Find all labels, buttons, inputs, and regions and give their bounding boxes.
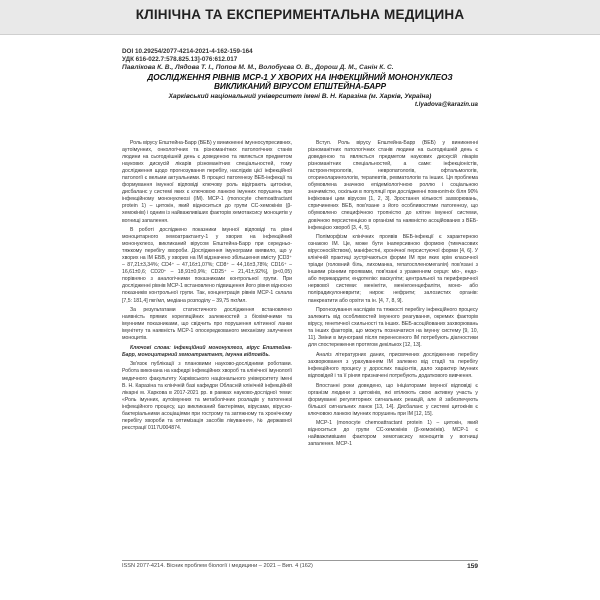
intro-paragraph: Прогнозування наслідків та тяжкості перебігу інфекційного процесу залежить від особливостей імунного реагування, окремих факторів вірусу, генетичної схильності та інших. ВЕБ-асоційованих захворювань та інших факторів, що можуть позначатися на імунну систему [9, 10, 11]. Зміни в імунограмі після перенесеного ІМ потребують діагностики для спостереження протягом декількох [12, 13]. (308, 307, 478, 349)
paper-title: ДОСЛІДЖЕННЯ РІВНІВ MCP-1 У ХВОРИХ НА ІНФЕКЦІЙНИЙ МОНОНУКЛЕОЗ ВИКЛИКАНИЙ ВІРУСОМ ЕПШТЕЙНА-БАРР (147, 72, 453, 92)
abstract-paragraph: В роботі досліджено показники імунної відповіді та рівні моноцитарного хемоатрактанту-1 у хворих на інфекційний мононуклеоз, викликаний вірусом Епштейна-Барр при середньо-тяжкому перебігу хвороби. Дослідження імунограми виявило, що у хворих на ІМ ЕБВ, у хворих на ІМ відзначено збільшення вмісту [CD3⁺ – 87,21±3,34%; CD4⁺ – 47,16±1,07%; CD8⁺ – 44,16±3,78%; CD16⁺ – 16,61±0,6; CD20⁺ – 18,91±0,9%; CD25⁺ – 21,41±,92%], (p<0,05) порівняно з аналогічними показниками контрольної групи. При дослідженні рівнів MCP-1 встановлено підвищення його рівня відносно показників контрольної групи. Так, концентрація рівнів MCP-1 склала [7,5: 181,4] пкг/мл, медіана розподілу – 39,75 пкг/мл. (122, 227, 292, 304)
intro-paragraph: Вступ. Роль вірусу Епштейна-Барр (ВЕБ) у виникненні різноманітних патологічних станів людини на сьогоднішній день є доведеною та являється предметом наукових дискусій лікарів різноманітних спеціальностей, а саме: інфекціоністів, гастроентерологів, невропатологів, офтальмологів, оториноларингологів, терапевтів, ревматологів та інших. Ця проблема обумовлена значною епідеміологічною роллю і соціальною значимістю, оскільки в популяції при дослідженні повнолітніх біля 90% інфіковані цим вірусом [1, 2, 3]. Зростання кількості захворювань, спричинених ВЕБ, пов'язане з його особливостями патогенезу, що обумовлено специфічною тропністю до клітин імунної системи, довічною персистенцією в організмі та наявністю асоційованих з ВЕБ-інфекцією хвороб [3, 4, 5]. (308, 140, 478, 231)
page-number: 159 (467, 563, 478, 570)
affiliation: Харківський національний університет імені В. Н. Каразіна (м. Харків, Україна) (168, 92, 432, 100)
funding-paragraph: Зв'язок публікації з плановими науково-дослідними роботами. Робота виконана на кафедрі інфекційних хвороб та клінічної імунології медичного факультету Харківського національного університету імені В. Н. Каразіна та клінічній базі кафедри Обласній клінічній інфекційній лікарні м. Харкова в 2017-2021 рр. в рамках науково-дослідної теми: «Роль імунних, аутоімунних та метаболічних розладів у патогенезі інфекційного процесу, що викликаний бактеріями, вірусами, вірусно-бактеріальними асоціаціями при гострому та затяжному та хронічному перебігу хвороби та оптимізація засобів лікування», № державної реєстрації 0117U004874. (122, 361, 292, 431)
intro-paragraph: Аналіз літературних даних, присвячених дослідженню перебігу захворювання з урахуванням ІМ залежно від стадії та перебігу інфекційного процесу у дорослих пацієнтів, дало характер імунних відповідей і та її ріняя призначені потребують додаткового вивчення. (308, 351, 478, 379)
doi[interactable]: DOI 10.29254/2077-4214-2021-4-162-159-164 (122, 48, 253, 55)
udc: УДК 616-022.7:578.825.13]-076:612.017 (122, 55, 238, 63)
intro-paragraph: Впостанні роки доведено, що ініціаторами імунної відповіді є організм людини з цитокінів, які втілюють свою активну участь у формуванні регуляторних сигнальних реакцій, але й забезпечують більшої сигнальних ланок [13, 14]. Дисбаланс у системі цитокінів є ключовою ланкою імунних порушень при ІМ [12, 15]. (308, 382, 478, 417)
keywords: Ключові слова: інфекційний мононуклеоз, вірус Епштейна-Барр, моноцитарний хемоатрактант, імунна відповідь. (122, 344, 292, 358)
abstract-paragraph: За результатами статистичного дослідження встановлено наявність прямих кореляційних залежностей з біохімічними та імунними показниками, що свідчить про порушення клітинної ланки імунітету та наявність MCP-1 опосередкованого механізму залучення моноцитів. (122, 307, 292, 342)
authors: Павлікова К. В., Лядова Т. І., Попов М. М., Волобуєва О. В., Дорош Д. М., Санін К. С. (122, 63, 394, 71)
intro-paragraph: MCP-1 (monocyte chemoattractant protein 1) – цитокін, який відноситься до групи CC-хемокінів (β-хемокінів). MCP-1 є найважливішим фактором хемотаксису моноцитів у вогнищі запалення. MCP-1 (308, 420, 478, 448)
body-columns (122, 140, 478, 555)
footer-issn: ISSN 2077-4214. Вісник проблем біології і медицини – 2021 – Вип. 4 (162) (122, 563, 313, 569)
intro-paragraph: Поліморфізм клінічних проявів ВЕБ-інфекції є характерною ознакою ІМ. Це, може бути інаперсивною формою (тимчасових вірусоносійством), маніфестні, хронічної персистуючої форми [4, 6]. У клінічній практиці зустрічаються форми ІМ при яких крім класичної тріади (головний біль, лихоманка, гепатоспленомегалія) пов'язані з іншими різними проявами, пов'язані з ураженням серця: міо-, ендо- або перикардити; ендотелію: васкуліти; центральної та периферичної нервової системи: менінгіти, менінгоенцефаліти, моно- або полірадикулоневрити; нирок: нефрити; залозистих органів: панкреатити або орхіти та ін. [4, 7, 8, 9]. (308, 234, 478, 304)
author-email[interactable]: t.lyadova@karazin.ua (414, 100, 478, 108)
journal-section-title: КЛІНІЧНА ТА ЕКСПЕРИМЕНТАЛЬНА МЕДИЦИНА (135, 7, 465, 22)
abstract-paragraph: Роль вірусу Епштейна-Барр (ВЕБ) у виникненні імунносупресивних, аутоімунних, онкологічних та різноманітних патологічних станів людини на сьогоднішній день є доведеною та являється предметом наукових дискусій лікарів різноманітних спеціальностей, тому дослідження щодо прогнозування перебігу, наслідків цієї інфекційної патології є вельми актуальними. В процесі патогенезу ВЕБ-інфекції та формування імунної відповіді ключову роль відіграють цитокіни, дисбаланс у системі яких є ключовою ланкою імунних порушень при інфекційному мононуклеозі (ІМ). MCP-1 (monocyte chemoattractant protein 1) – цитокін, який відноситься до групи CC-хемокінів (β-хемокінів) і одним із найважливіших факторів хемотаксису моноцитів у вогнищі запалення. (122, 140, 292, 224)
footer-rule (122, 560, 478, 561)
left-column (122, 140, 292, 434)
right-column (308, 140, 478, 451)
article-heading (122, 48, 478, 108)
section-header-band (0, 0, 600, 35)
